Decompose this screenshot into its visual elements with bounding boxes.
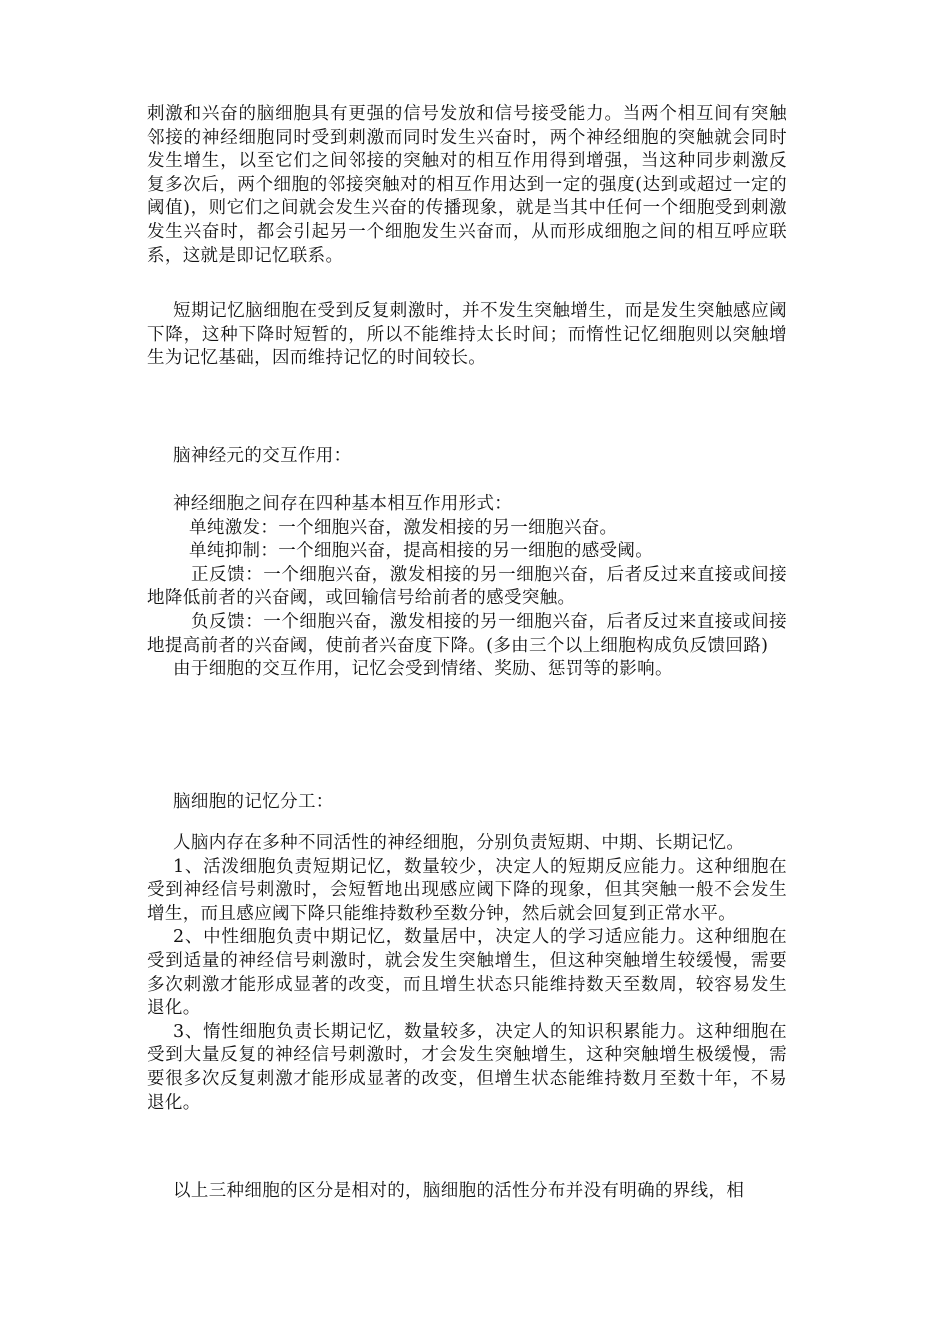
memory-inert-cells: 3、惰性细胞负责长期记忆，数量较多，决定人的知识积累能力。这种细胞在受到大量反复的神经信号刺激时，才会发生突触增生，这种突触增生极缓慢，需要很多次反复刺激才能形成显著的改变，但增生状态能维持数月至数十年，不易退化。 <box>147 1021 787 1113</box>
interaction-section <box>147 493 787 682</box>
heading-memory-division: 脑细胞的记忆分工： <box>173 792 334 812</box>
paragraph-relative-distinction: 以上三种细胞的区分是相对的，脑细胞的活性分布并没有明确的界线，相 <box>173 1181 745 1201</box>
memory-section <box>147 832 787 1115</box>
interaction-negative-feedback: 负反馈：一个细胞兴奋，激发相接的另一细胞兴奋，后者反过来直接或间接地提高前者的兴奋阈，使前者兴奋度下降。(多由三个以上细胞构成负反馈回路) <box>147 611 787 656</box>
paragraph-synaptic-growth: 刺激和兴奋的脑细胞具有更强的信号发放和信号接受能力。当两个相互间有突触邻接的神经细胞同时受到刺激而同时发生兴奋时，两个神经细胞的突触就会同时发生增生，以至它们之间邻接的突触对的相互作用得到增强，当这种同步刺激反复多次后，两个细胞的邻接突触对的相互作用达到一定的强度(达到或超过一定的阈值)，则它们之间就会发生兴奋的传播现象，就是当其中任何一个细胞受到刺激发生兴奋时，都会引起另一个细胞发生兴奋而，从而形成细胞之间的相互呼应联系，这就是即记忆联系。 <box>147 104 787 266</box>
interaction-simple-inhibition: 单纯抑制：一个细胞兴奋，提高相接的另一细胞的感受阈。 <box>189 541 654 562</box>
interaction-simple-excitation: 单纯激发：一个细胞兴奋，激发相接的另一细胞兴奋。 <box>189 517 618 538</box>
interaction-intro: 神经细胞之间存在四种基本相互作用形式： <box>173 494 513 514</box>
heading-neuron-interaction: 脑神经元的交互作用： <box>173 446 352 466</box>
memory-neutral-cells: 2、中性细胞负责中期记忆，数量居中，决定人的学习适应能力。这种细胞在受到适量的神经信号刺激时，就会发生突触增生，但这种突触增生较缓慢，需要多次刺激才能形成显著的改变，而且增生状态只能维持数天至数周，较容易发生退化。 <box>147 927 787 1019</box>
memory-intro: 人脑内存在多种不同活性的神经细胞，分别负责短期、中期、长期记忆。 <box>173 833 745 853</box>
interaction-positive-feedback: 正反馈：一个细胞兴奋，激发相接的另一细胞兴奋，后者反过来直接或间接地降低前者的兴奋阈，或回输信号给前者的感受突触。 <box>147 564 787 609</box>
memory-active-cells: 1、活泼细胞负责短期记忆，数量较少，决定人的短期反应能力。这种细胞在受到神经信号刺激时，会短暂地出现感应阈下降的现象，但其突触一般不会发生增生，而且感应阈下降只能维持数秒至数分钟，然后就会回复到正常水平。 <box>147 856 787 924</box>
interaction-emotion-effect: 由于细胞的交互作用，记忆会受到情绪、奖励、惩罚等的影响。 <box>173 659 673 680</box>
paragraph-short-term-memory: 短期记忆脑细胞在受到反复刺激时，并不发生突触增生，而是发生突触感应阈下降，这种下降时短暂的，所以不能维持太长时间；而惰性记忆细胞则以突触增生为记忆基础，因而维持记忆的时间较长。 <box>147 301 787 369</box>
